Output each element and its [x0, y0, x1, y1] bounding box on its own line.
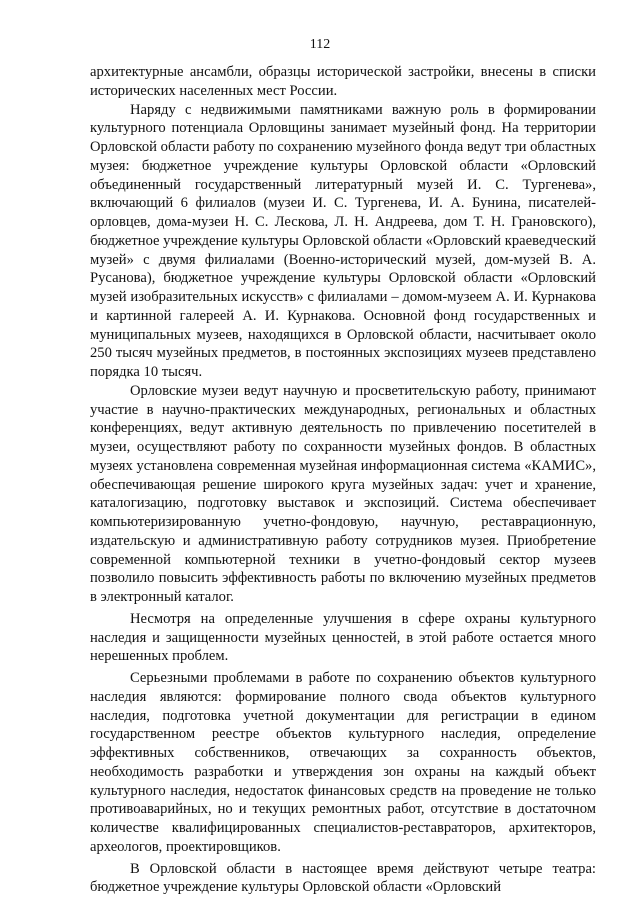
paragraph-architectural-ensembles: архитектурные ансамбли, образцы исторической застройки, внесены в списки исторических населенных мест России. — [90, 64, 596, 99]
paragraph-serious-problems: Серьезными проблемами в работе по сохранению объектов культурного наследия являются: формирование полного свода объектов культурного наследия, подготовка учетной документации для регистрации в едином государственном реестре объектов культурного наследия, определение эффективных собственников, отвечающих за сохранность объектов, необходимость разработки и утверждения зон охраны на каждый объект культурного наследия, недостаток финансовых средств на проведение не только противоаварийных, но и текущих ремонтных работ, отсутствие в достаточном количестве квалифицированных специалистов-реставраторов, архитекторов, археологов, проектировщиков. — [90, 670, 596, 855]
paragraph-unresolved-problems: Несмотря на определенные улучшения в сфере охраны культурного наследия и защищенности музейных ценностей, в этой работе остается много нерешенных проблем. — [90, 610, 596, 665]
page-number: 112 — [309, 37, 331, 52]
paragraph-museum-activity: Орловские музеи ведут научную и просветительскую работу, принимают участие в научно-практических международных, региональных и областных конференциях, ведут активную деятельность по привлечению посетителей в музеи, осуществляют работу по сохранности музейных фондов. В областных музеях установлена современная музейная информационная система «КАМИС», обеспечивающая решение широкого круга музейных задач: учет и хранение, каталогизацию, подготовку выставок и экспозиций. Система обеспечивает компьютеризированную учетно-фондовую, научную, реставрационную, издательскую и административную работу сотрудников музея. Приобретение современной компьютерной техники в учетно-фондовый сектор музеев позволило повысить эффективность работы по включению музейных предметов в электронный каталог. — [90, 382, 596, 605]
paragraph-museum-fund: Наряду с недвижимыми памятниками важную роль в формировании культурного потенциала Орловщины занимает музейный фонд. На территории Орловской области работу по сохранению музейного фонда ведут три областных музея: бюджетное учреждение культуры Орловской области «Орловский объединенный государственный литературный музей И. С. Тургенева», включающий 6 филиалов (музеи И. С. Тургенева, И. А. Бунина, писателей-орловцев, дома-музеи Н. С. Лескова, Л. Н. Андреева, дом Т. Н. Грановского), бюджетное учреждение культуры Орловской области «Орловский краеведческий музей» с двумя филиалами (Военно-исторический музей, дом-музей В. А. Русанова), бюджетное учреждение культуры Орловской области «Орловский музей изобразительных искусств» с филиалами – домом-музеем А. И. Курнакова и картинной галереей А. И. Курнакова. Основной фонд государственных и муниципальных музеев, находящихся в Орловской области, насчитывает около 250 тысяч музейных предметов, в постоянных экспозициях музеев представлено порядка 10 тысяч. — [90, 101, 596, 380]
body-text — [90, 63, 596, 897]
paragraph-theatres: В Орловской области в настоящее время действуют четыре театра: бюджетное учреждение культуры Орловской области «Орловский — [90, 860, 596, 896]
